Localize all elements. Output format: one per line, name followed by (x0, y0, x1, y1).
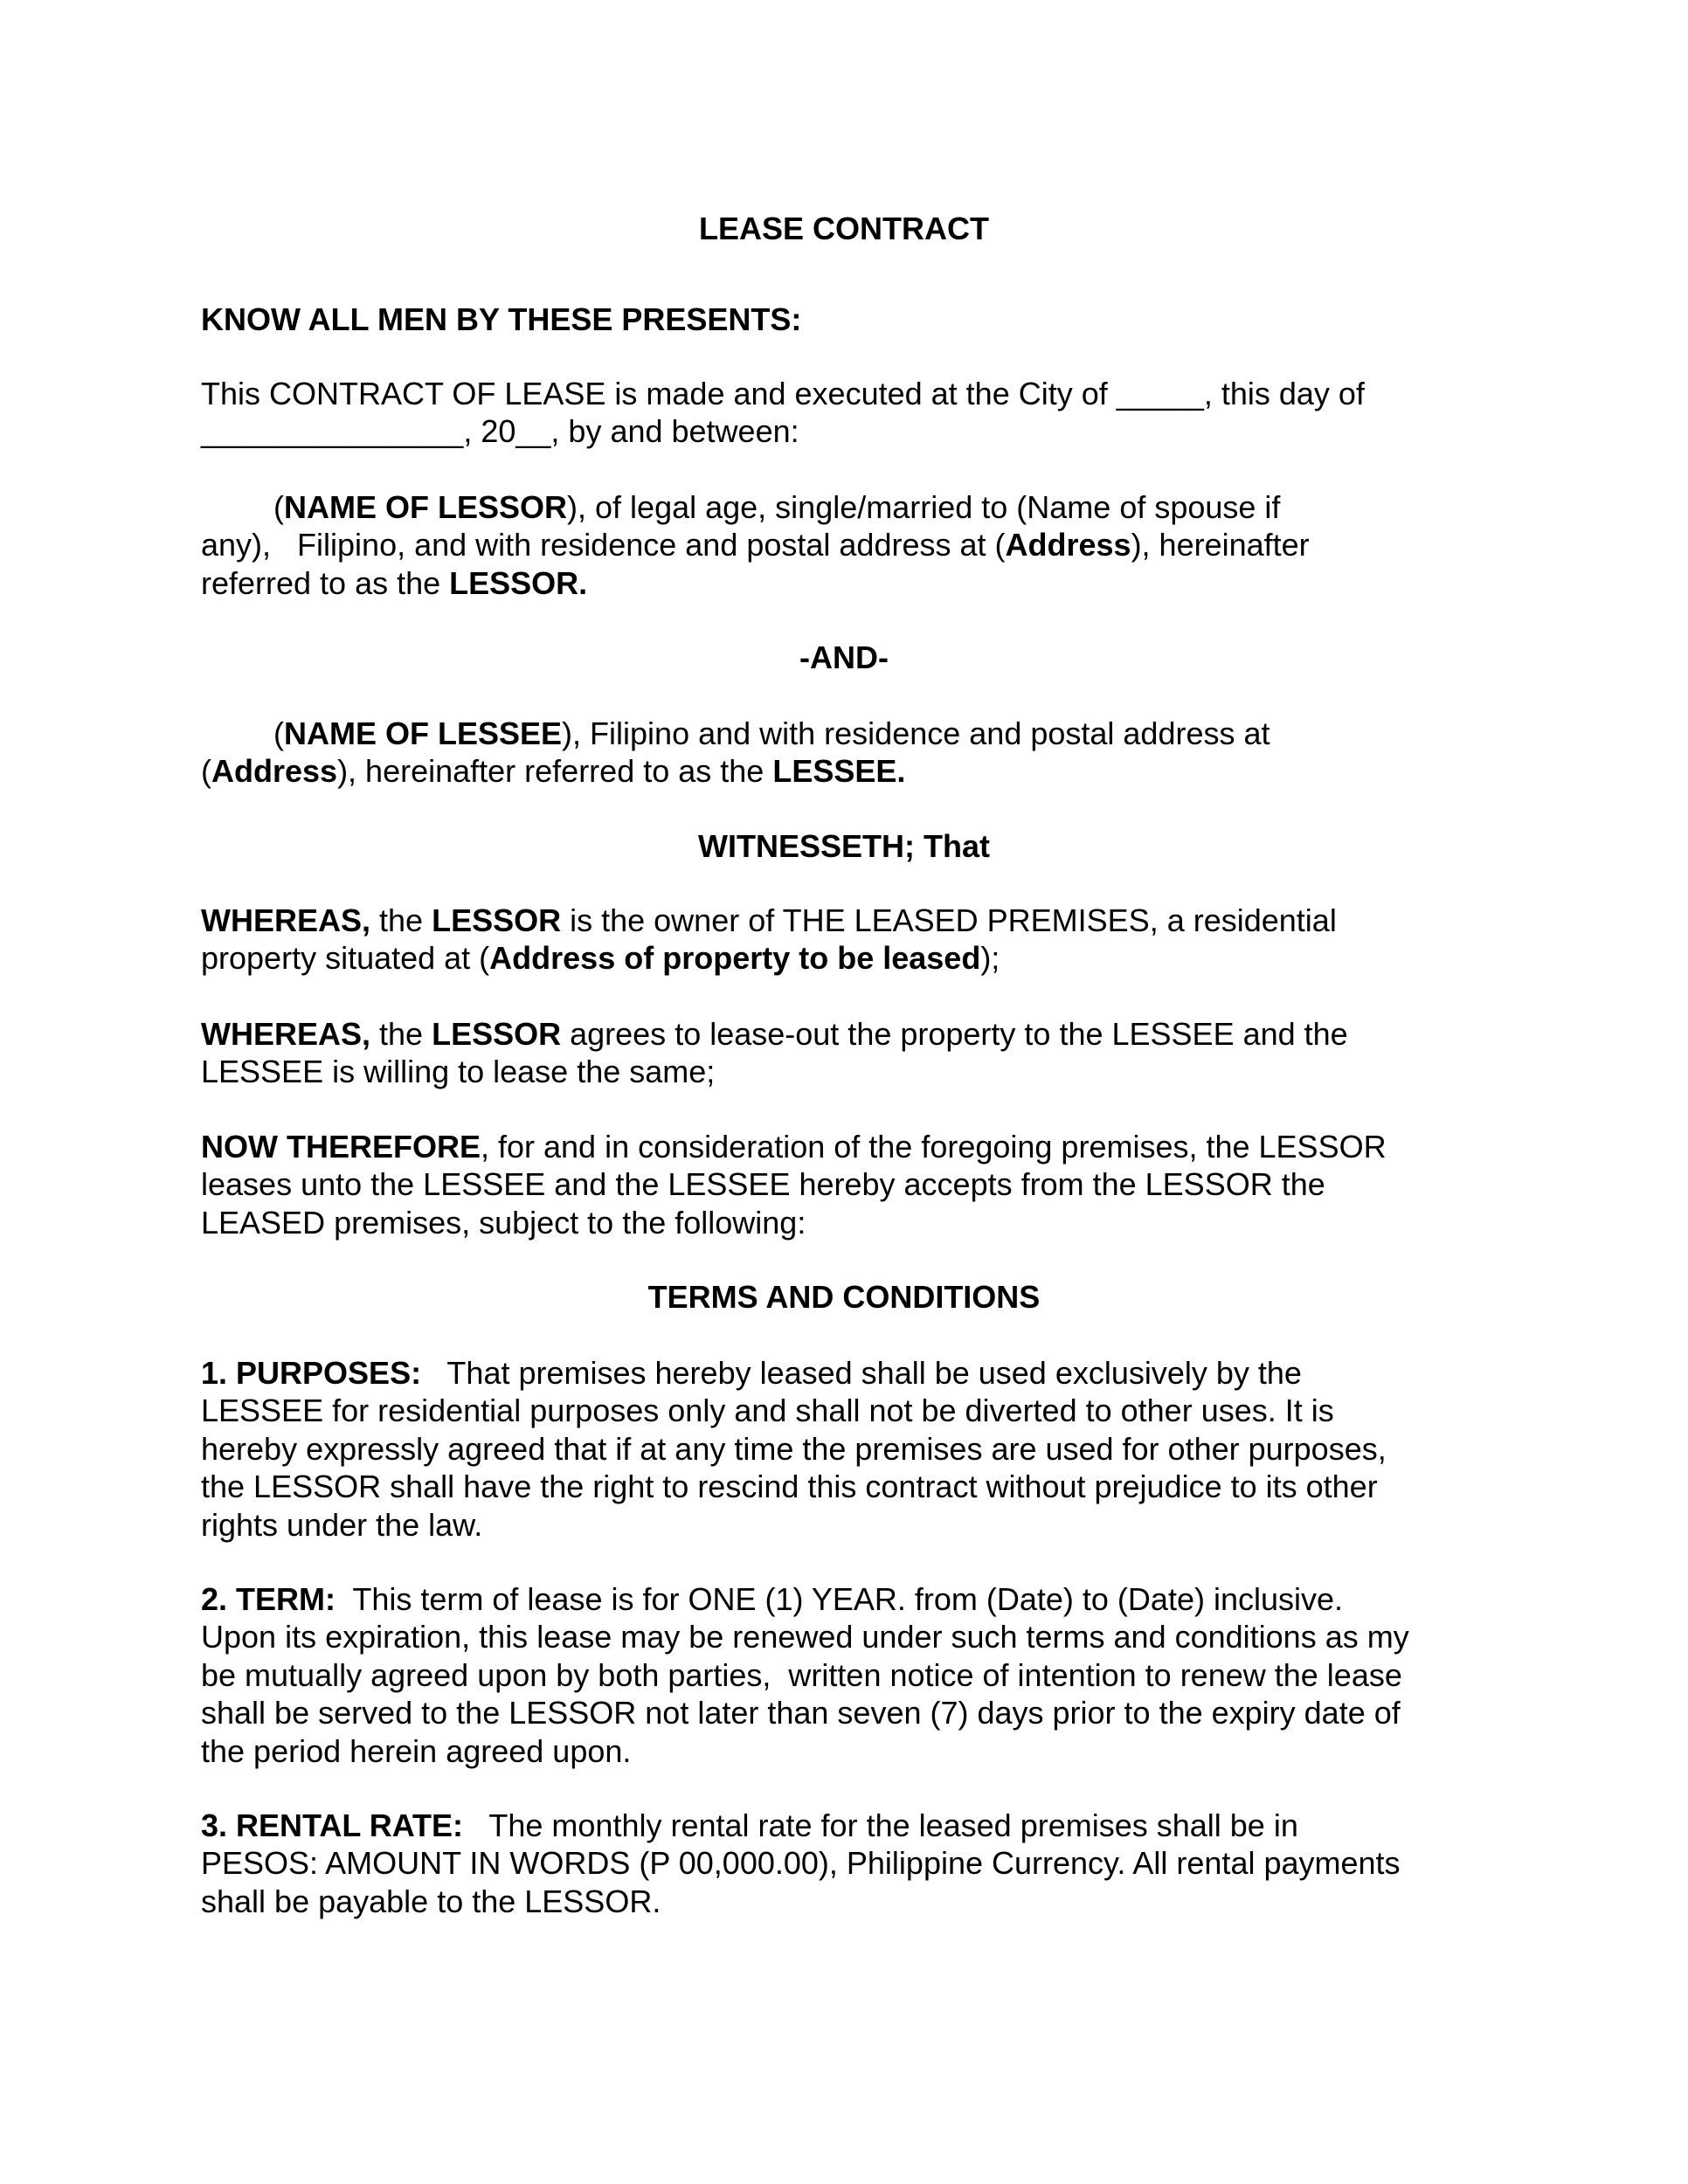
lessor-line (201, 526, 1494, 563)
clause-label: 3. RENTAL RATE: (201, 1807, 464, 1843)
preamble-text: KNOW ALL MEN BY THESE PRESENTS: (201, 301, 802, 337)
whereas-text: is the owner of THE LEASED PREMISES, a residential (561, 902, 1337, 938)
preamble (201, 301, 1494, 338)
lessee-line: (NAME OF LESSEE), Filipino and with residence and postal address at (273, 715, 1270, 751)
terms-heading (201, 1278, 1487, 1316)
whereas-paragraph-1 (201, 902, 1494, 978)
clause-line: LESSEE for residential purposes only and shall not be diverted to other uses. It is (201, 1393, 1334, 1429)
clause-term (201, 1580, 1494, 1770)
witnesseth-text: WITNESSETH; That (698, 828, 990, 864)
clause-rental-rate (201, 1807, 1494, 1920)
whereas-keyword: WHEREAS, (201, 902, 371, 938)
lessor-text: referred to as the (201, 564, 450, 601)
clause-line: shall be served to the LESSOR not later than seven (7) days prior to the expiry date of (201, 1695, 1401, 1731)
whereas-text: agrees to lease-out the property to the LESSEE and the (561, 1016, 1348, 1052)
title-text: LEASE CONTRACT (699, 211, 989, 246)
clause-line: rights under the law. (201, 1506, 483, 1543)
intro-paragraph (201, 375, 1494, 451)
whereas-text: ); (980, 940, 1000, 977)
clause-line (201, 1354, 1494, 1392)
lessee-name: NAME OF LESSEE (284, 715, 563, 751)
clause-text: That premises hereby leased shall be used exclusively by the (421, 1355, 1302, 1391)
document-title (201, 210, 1487, 247)
lessor-line: (NAME OF LESSOR), of legal age, single/married to (Name of spouse if (273, 489, 1281, 525)
lessor-address: Address (1005, 527, 1131, 563)
clause-line (201, 1580, 1494, 1618)
terms-heading-text: TERMS AND CONDITIONS (647, 1279, 1041, 1315)
lessee-line: (Address), hereinafter referred to as the LESSEE. (201, 753, 906, 790)
clause-text: This term of lease is for ONE (1) YEAR. from (Date) to (Date) inclusive. (336, 1581, 1344, 1617)
witnesseth-heading (201, 827, 1487, 865)
lessor-text: ), of legal age, single/married to (Name of spouse if (567, 489, 1281, 525)
whereas-text: the (370, 902, 432, 938)
lessor-name: NAME OF LESSOR (284, 489, 568, 525)
clause-line: the period herein agreed upon. (201, 1732, 632, 1769)
whereas-line (201, 939, 1494, 977)
now-therefore-paragraph (201, 1128, 1494, 1241)
clause-line: hereby expressly agreed that if at any time the premises are used for other purposes, (201, 1430, 1387, 1467)
whereas-text: property situated at ( (201, 940, 490, 977)
whereas-line (201, 1015, 1494, 1053)
whereas-paragraph-2 (201, 1015, 1494, 1091)
lessee-paragraph (201, 715, 1494, 791)
property-address: Address of property to be leased (489, 940, 981, 977)
whereas-text: the (370, 1016, 432, 1052)
now-therefore-text: , for and in consideration of the foregoing premises, the LESSOR (481, 1129, 1387, 1165)
clause-line: the LESSOR shall have the right to rescind this contract without prejudice to its other (201, 1469, 1378, 1505)
lessor-paragraph (201, 488, 1494, 602)
clause-label: 2. TERM: (201, 1581, 336, 1617)
clause-line (201, 1807, 1494, 1844)
intro-line: This CONTRACT OF LEASE is made and executed at the City of _____, this day of (201, 376, 1365, 411)
and-text: -AND- (799, 639, 889, 675)
lessor-label: LESSOR. (449, 564, 588, 601)
lessor-text: any), Filipino, and with residence and postal address at ( (201, 527, 1006, 563)
lessee-text: ), Filipino and with residence and postal address at (562, 715, 1270, 751)
clause-label: 1. PURPOSES: (201, 1355, 422, 1391)
clause-line: PESOS: AMOUNT IN WORDS (P 00,000.00), Philippine Currency. All rental payments (201, 1845, 1401, 1882)
now-therefore-line: LEASED premises, subject to the following: (201, 1204, 806, 1241)
whereas-line (201, 902, 1494, 939)
and-separator (201, 639, 1487, 676)
whereas-lessor: LESSOR (432, 1016, 562, 1052)
now-therefore-line (201, 1128, 1494, 1165)
intro-line: _______________, 20__, by and between: (201, 413, 799, 450)
whereas-lessor: LESSOR (432, 902, 562, 938)
clause-line: Upon its expiration, this lease may be renewed under such terms and conditions as my (201, 1619, 1409, 1655)
lessor-line (201, 564, 1494, 602)
whereas-line: LESSEE is willing to lease the same; (201, 1054, 716, 1090)
now-therefore-line: leases unto the LESSEE and the LESSEE hereby accepts from the LESSOR the (201, 1166, 1325, 1203)
lessee-text: ), hereinafter referred to as the (337, 753, 773, 790)
clause-line: shall be payable to the LESSOR. (201, 1883, 661, 1919)
lessee-address: Address (211, 753, 338, 790)
lessor-text: ), hereinafter (1131, 527, 1310, 563)
clause-line: be mutually agreed upon by both parties, written notice of intention to renew the lease (201, 1656, 1402, 1693)
now-therefore-keyword: NOW THEREFORE (201, 1129, 481, 1165)
clause-text: The monthly rental rate for the leased premises shall be in (463, 1807, 1298, 1843)
whereas-keyword: WHEREAS, (201, 1016, 371, 1052)
clause-purposes (201, 1354, 1494, 1544)
lessee-label: LESSEE. (772, 753, 906, 790)
